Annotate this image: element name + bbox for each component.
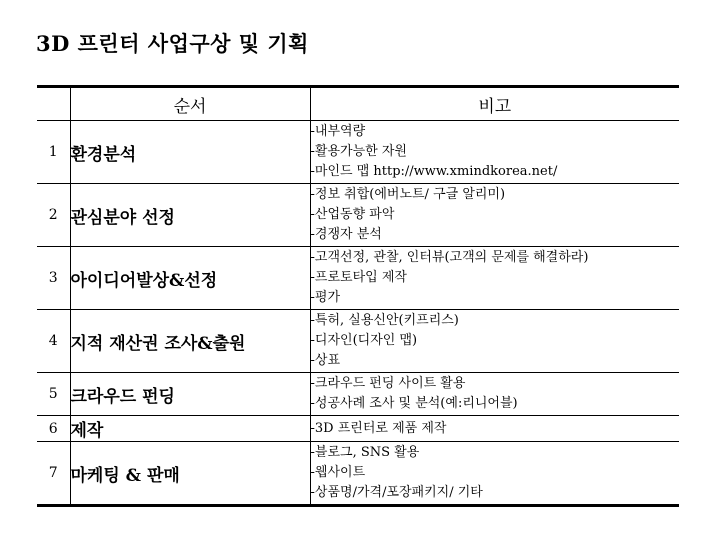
table-row bbox=[37, 310, 679, 373]
note-line: -성공사례 조사 및 분석(예:리니어블) bbox=[310, 396, 518, 411]
row-notes bbox=[310, 310, 679, 373]
header-notes: 비고 bbox=[310, 87, 679, 121]
row-number: 7 bbox=[37, 442, 70, 506]
row-number: 4 bbox=[37, 310, 70, 373]
table-row bbox=[37, 373, 679, 416]
note-line: -경쟁자 분석 bbox=[310, 227, 382, 242]
row-number: 2 bbox=[37, 184, 70, 247]
header-step: 순서 bbox=[70, 87, 310, 121]
page-title: 3D 프린터 사업구상 및 기획 bbox=[36, 31, 309, 56]
note-line: -프로토타입 제작 bbox=[310, 270, 407, 285]
row-notes bbox=[310, 373, 679, 416]
note-line: -고객선정, 관찰, 인터뷰(고객의 문제를 해결하라) bbox=[310, 250, 589, 265]
note-line: -웹사이트 bbox=[310, 465, 366, 480]
table-row bbox=[37, 121, 679, 184]
table-row bbox=[37, 184, 679, 247]
note-line: -특허, 실용신안(키프리스) bbox=[310, 313, 459, 328]
row-step: 크라우드 펀딩 bbox=[70, 373, 310, 416]
note-line: -상표 bbox=[310, 353, 341, 368]
note-line: -평가 bbox=[310, 290, 341, 305]
table-row bbox=[37, 416, 679, 442]
note-line: -디자인(디자인 맵) bbox=[310, 333, 418, 348]
row-step: 환경분석 bbox=[70, 121, 310, 184]
note-line: -크라우드 펀딩 사이트 활용 bbox=[310, 376, 466, 391]
note-line: -3D 프린터로 제품 제작 bbox=[310, 420, 447, 436]
row-number: 6 bbox=[37, 416, 70, 442]
row-step: 마케팅 & 판매 bbox=[70, 442, 310, 506]
row-number: 5 bbox=[37, 373, 70, 416]
row-notes bbox=[310, 416, 679, 442]
row-step: 지적 재산권 조사&출원 bbox=[70, 310, 310, 373]
row-number: 3 bbox=[37, 247, 70, 310]
header-number bbox=[37, 87, 70, 121]
table-header-row bbox=[37, 87, 679, 121]
row-notes bbox=[310, 442, 679, 506]
note-line: -활용가능한 자원 bbox=[310, 144, 407, 159]
row-step: 관심분야 선정 bbox=[70, 184, 310, 247]
row-number: 1 bbox=[37, 121, 70, 184]
row-step: 아이디어발상&선정 bbox=[70, 247, 310, 310]
row-step: 제작 bbox=[70, 416, 310, 442]
note-line: -상품명/가격/포장패키지/ 기타 bbox=[310, 485, 483, 500]
note-line: -내부역량 bbox=[310, 124, 366, 139]
row-notes bbox=[310, 247, 679, 310]
note-line: -블로그, SNS 활용 bbox=[310, 445, 420, 460]
row-notes bbox=[310, 121, 679, 184]
table-row bbox=[37, 247, 679, 310]
note-line: -산업동향 파악 bbox=[310, 207, 395, 222]
plan-table bbox=[37, 85, 679, 507]
row-notes bbox=[310, 184, 679, 247]
note-line: -정보 취합(에버노트/ 구글 알리미) bbox=[310, 187, 506, 202]
note-line: -마인드 맵 http://www.xmindkorea.net/ bbox=[310, 164, 558, 179]
table-row bbox=[37, 442, 679, 506]
